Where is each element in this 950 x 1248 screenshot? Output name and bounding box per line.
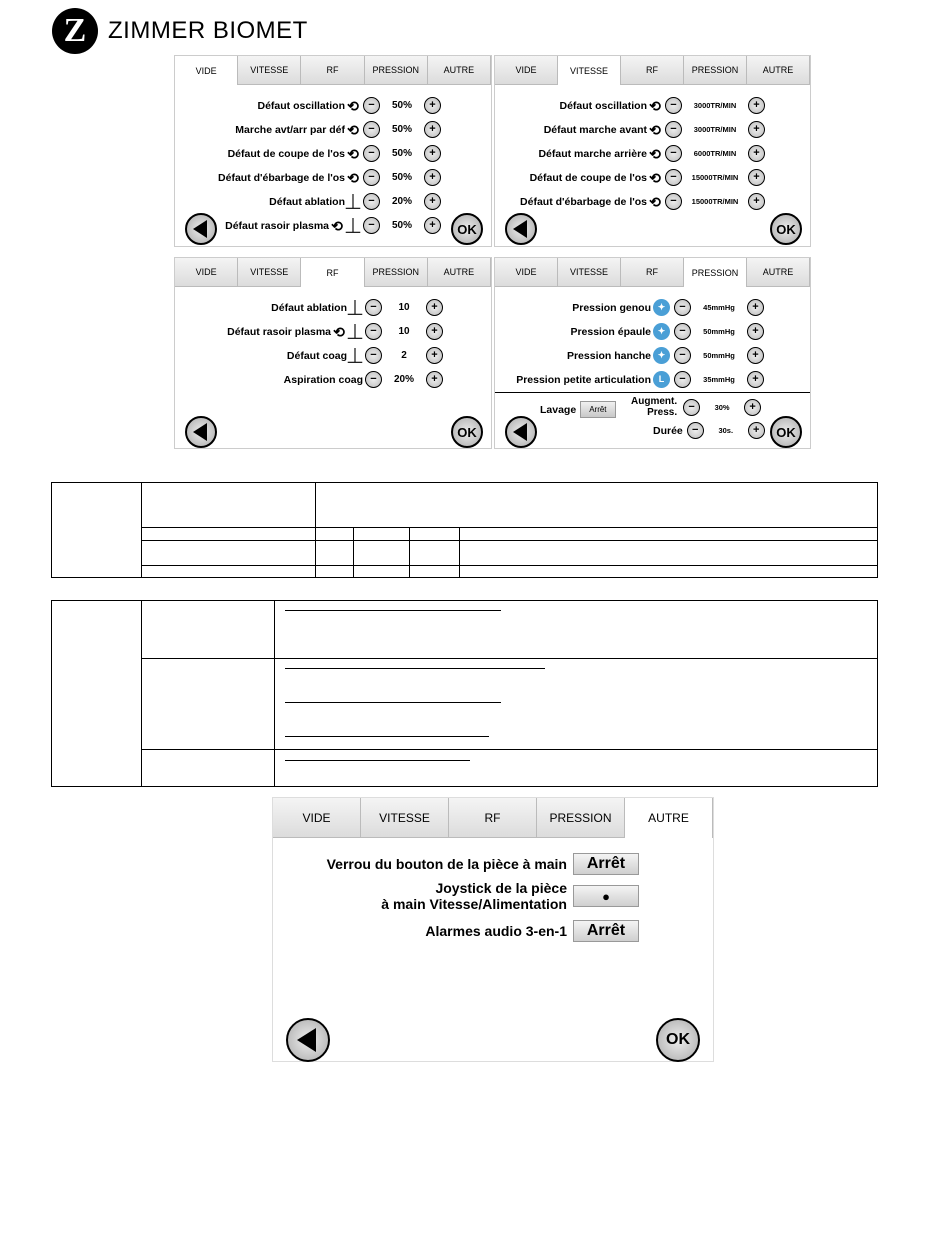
setting-row [530,169,765,186]
setting-label: Défaut rasoir plasma [227,325,331,338]
decrease-button[interactable]: − [365,323,382,340]
autre-settings-panel [272,797,714,1062]
setting-value: 15000TR/MIN [691,197,739,206]
rotate-icon: ⟲ [649,145,661,162]
augment-press-value: 30% [714,402,730,412]
decrease-button[interactable]: − [363,121,380,138]
increase-button[interactable]: + [426,347,443,364]
tab-autre[interactable]: AUTRE [747,258,810,287]
rotate-icon: ⟲ [333,323,345,340]
duree-label: Durée [653,424,683,437]
tab-bar [273,798,713,838]
setting-label: Défaut rasoir plasma [225,219,329,232]
tab-bar [495,56,810,85]
setting-value: 3000TR/MIN [693,101,737,110]
redacted-line [285,736,489,737]
back-arrow-icon [513,423,527,441]
ok-button[interactable]: OK [656,1018,700,1062]
decrease-button[interactable]: − [665,121,682,138]
divider [495,392,810,393]
document-table-1 [51,482,878,578]
rotate-icon: ⟲ [347,145,359,162]
setting-label: Défaut de coupe de l'os [227,147,345,160]
ok-button[interactable]: OK [451,213,483,245]
rotate-icon: ⟲ [347,121,359,138]
decrease-button[interactable]: − [365,371,382,388]
tab-rf[interactable]: RF [621,258,684,287]
document-table-2 [51,600,878,787]
ablation-icon: ⏊ [348,299,362,316]
pression-settings-panel [494,257,811,449]
ablation-icon: ⏊ [346,193,360,210]
decrease-button[interactable]: − [674,347,691,364]
redacted-line [285,610,501,611]
setting-value: 10 [398,302,410,313]
tab-rf[interactable]: RF [301,258,364,287]
setting-label: Défaut d'ébarbage de l'os [218,171,345,184]
rotate-icon: ⟲ [649,97,661,114]
tab-pression[interactable]: PRESSION [537,798,625,838]
tab-vide[interactable]: VIDE [495,56,558,85]
decrease-button[interactable]: − [674,371,691,388]
back-arrow-icon [193,220,207,238]
setting-row [218,169,441,186]
logo-mark: Z [52,8,98,54]
joystick-label: Joystick de la pièce à main Vitesse/Alimentation [381,880,567,912]
setting-value: 6000TR/MIN [693,149,737,158]
setting-row [284,371,443,388]
decrease-button[interactable]: − [683,399,700,416]
increase-button[interactable]: + [426,323,443,340]
increase-button[interactable]: + [747,371,764,388]
augment-press-label: Augment. Press. [631,396,678,418]
rotate-icon: ⟲ [649,121,661,138]
setting-row [520,193,765,210]
tab-rf[interactable]: RF [301,56,364,85]
setting-row [271,299,443,316]
back-button[interactable] [505,213,537,245]
tab-vitesse[interactable]: VITESSE [238,56,301,85]
rotate-icon: ⟲ [331,217,343,234]
back-button[interactable] [185,213,217,245]
increase-button[interactable]: + [748,121,765,138]
increase-button[interactable]: + [424,97,441,114]
decrease-button[interactable]: − [363,193,380,210]
rotate-icon: ⟲ [649,193,661,210]
setting-row [559,97,765,114]
decrease-button[interactable]: − [674,323,691,340]
decrease-button[interactable]: − [665,97,682,114]
ok-button[interactable]: OK [451,416,483,448]
increase-button[interactable]: + [748,97,765,114]
tab-autre[interactable]: AUTRE [428,56,491,85]
rotate-icon: ⟲ [347,169,359,186]
tab-vitesse[interactable]: VITESSE [361,798,449,838]
increase-button[interactable]: + [424,121,441,138]
setting-row [257,97,441,114]
setting-value: 15000TR/MIN [691,173,739,182]
setting-label: Marche avt/arr par déf [235,123,345,136]
joint-icon: ✦ [653,347,670,364]
setting-label: Défaut d'ébarbage de l'os [520,195,647,208]
ablation-icon: ⏊ [348,347,362,364]
handpiece-lock-row [327,853,639,875]
tab-vitesse[interactable]: VITESSE [238,258,301,287]
setting-label: Aspiration coag [283,373,363,386]
tab-rf[interactable]: RF [449,798,537,838]
tab-vide[interactable]: VIDE [175,258,238,287]
decrease-button[interactable]: − [665,145,682,162]
brand-logo [52,8,308,54]
increase-button[interactable]: + [748,422,765,439]
redacted-line [285,668,545,669]
increase-button[interactable]: + [747,347,764,364]
tab-autre[interactable]: AUTRE [747,56,810,85]
setting-value: 10 [398,326,410,337]
setting-value: 20% [393,374,414,385]
setting-value: 50% [391,172,412,183]
setting-label: Défaut oscillation [559,99,647,112]
tab-vide[interactable]: VIDE [495,258,558,287]
setting-row [235,121,441,138]
vide-settings-panel [174,55,492,247]
increase-button[interactable]: + [748,145,765,162]
increase-button[interactable]: + [424,145,441,162]
tab-autre[interactable]: AUTRE [625,798,713,838]
tab-bar [495,258,810,287]
tab-pression[interactable]: PRESSION [365,258,428,287]
setting-label: Défaut oscillation [257,99,345,112]
decrease-button[interactable]: − [363,217,380,234]
decrease-button[interactable]: − [687,422,704,439]
augment-press-row [631,396,761,418]
ok-button[interactable]: OK [770,213,802,245]
tab-vide[interactable]: VIDE [273,798,361,838]
back-arrow-icon [193,423,207,441]
ablation-icon: ⏊ [348,323,362,340]
setting-value: 3000TR/MIN [693,125,737,134]
setting-label: Défaut marche avant [543,123,647,136]
setting-row [567,347,764,364]
setting-label: Défaut ablation [271,301,347,314]
tab-vide[interactable]: VIDE [175,56,238,85]
tab-bar [175,258,491,287]
increase-button[interactable]: + [424,169,441,186]
audio-alarms-toggle[interactable]: Arrêt [573,920,639,942]
duree-row [653,422,765,439]
increase-button[interactable]: + [748,169,765,186]
setting-value: 35mmHg [703,375,735,384]
tab-vitesse[interactable]: VITESSE [558,258,621,287]
increase-button[interactable]: + [424,193,441,210]
rotate-icon: ⟲ [347,97,359,114]
setting-value: 50mmHg [703,351,735,360]
increase-button[interactable]: + [424,217,441,234]
tab-rf[interactable]: RF [621,56,684,85]
lavage-row [540,401,616,418]
setting-value: 2 [401,350,407,361]
joint-icon: L [653,371,670,388]
setting-label: Pression hanche [566,349,651,362]
decrease-button[interactable]: − [363,169,380,186]
vitesse-settings-panel [494,55,811,247]
decrease-button[interactable]: − [665,169,682,186]
joint-icon: ✦ [653,323,670,340]
decrease-button[interactable]: − [674,299,691,316]
decrease-button[interactable]: − [365,347,382,364]
handpiece-lock-label: Verrou du bouton de la pièce à main [326,856,567,872]
back-arrow-icon [297,1028,316,1052]
setting-label: Défaut ablation [269,195,345,208]
setting-value: 50% [391,100,412,111]
lavage-label: Lavage [540,403,577,416]
tab-bar [175,56,491,85]
tab-vitesse[interactable]: VITESSE [558,56,621,85]
setting-row [228,145,441,162]
audio-alarms-label: Alarmes audio 3-en-1 [425,923,567,939]
tab-pression[interactable]: PRESSION [684,56,747,85]
setting-label: Défaut coag [286,349,347,362]
setting-value: 45mmHg [703,303,735,312]
audio-alarms-row [425,920,639,942]
rf-settings-panel [174,257,492,449]
setting-label: Défaut marche arrière [538,147,647,160]
decrease-button[interactable]: − [363,97,380,114]
setting-row [572,299,764,316]
brand-name: ZIMMER BIOMET [108,17,308,44]
setting-row [516,371,764,388]
joint-icon: ✦ [653,299,670,316]
joystick-toggle[interactable]: ● [573,885,639,907]
setting-row [544,121,765,138]
increase-button[interactable]: + [748,193,765,210]
increase-button[interactable]: + [747,323,764,340]
setting-value: 50mmHg [703,327,735,336]
setting-row [538,145,765,162]
redacted-line [285,702,501,703]
handpiece-lock-toggle[interactable]: Arrêt [573,853,639,875]
decrease-button[interactable]: − [363,145,380,162]
lavage-toggle-button[interactable]: Arrêt [580,401,615,418]
setting-row [287,347,443,364]
setting-value: 50% [391,124,412,135]
setting-label: Pression épaule [570,325,651,338]
back-button[interactable] [505,416,537,448]
setting-row [225,217,441,234]
setting-row [227,323,443,340]
joystick-row [381,880,639,912]
setting-value: 20% [391,196,412,207]
duree-value: 30s. [718,426,734,435]
decrease-button[interactable]: − [365,299,382,316]
redacted-line [285,760,470,761]
tab-pression[interactable]: PRESSION [365,56,428,85]
setting-row [269,193,441,210]
tab-pression[interactable]: PRESSION [684,258,747,287]
setting-row [570,323,764,340]
tab-autre[interactable]: AUTRE [428,258,491,287]
increase-button[interactable]: + [744,399,761,416]
back-button[interactable] [185,416,217,448]
back-button[interactable] [286,1018,330,1062]
setting-value: 50% [391,220,412,231]
back-arrow-icon [513,220,527,238]
rotate-icon: ⟲ [649,169,661,186]
setting-label: Défaut de coupe de l'os [529,171,647,184]
increase-button[interactable]: + [747,299,764,316]
ok-button[interactable]: OK [770,416,802,448]
increase-button[interactable]: + [426,299,443,316]
setting-label: Pression petite articulation [516,373,651,386]
setting-label: Pression genou [572,301,651,314]
decrease-button[interactable]: − [665,193,682,210]
ablation-icon: ⏊ [346,217,360,234]
increase-button[interactable]: + [426,371,443,388]
setting-value: 50% [391,148,412,159]
